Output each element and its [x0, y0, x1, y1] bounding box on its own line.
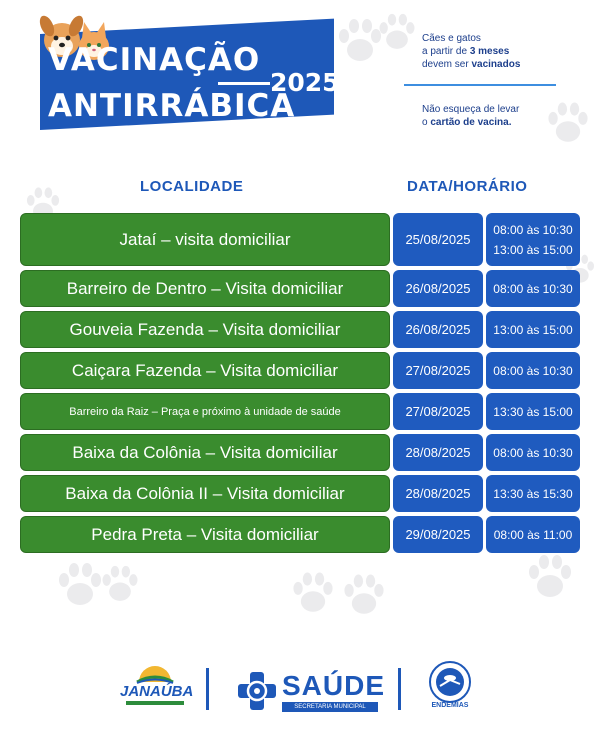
notice-text: a partir de — [422, 46, 470, 57]
location-cell: Barreiro de Dentro – Visita domiciliar — [20, 270, 390, 307]
table-row — [20, 393, 580, 430]
hero-header — [0, 0, 600, 150]
time-cell: 08:00 às 10:30 — [486, 270, 580, 307]
footer-separator — [398, 668, 401, 710]
mosquito-badge-icon — [428, 660, 472, 704]
time-slot: 13:00 às 15:00 — [493, 242, 573, 257]
age-notice — [422, 32, 572, 71]
janauba-wordmark: JANAÚBA — [120, 683, 194, 700]
notice-divider — [404, 84, 556, 86]
notice-bold: 3 meses — [469, 46, 510, 57]
date-cell: 27/08/2025 — [393, 393, 483, 430]
time-cell: 13:30 às 15:30 — [486, 475, 580, 512]
endemias-wordmark: ENDEMIAS — [431, 702, 469, 709]
location-cell: Caiçara Fazenda – Visita domiciliar — [20, 352, 390, 389]
year-underline — [218, 82, 270, 85]
date-cell: 26/08/2025 — [393, 270, 483, 307]
endemias-logo — [420, 660, 480, 720]
time-cell: 08:00 às 10:30 — [486, 352, 580, 389]
title-line-2: ANTIRRÁBICA — [48, 88, 296, 124]
column-header-datetime: DATA/HORÁRIO — [407, 178, 528, 195]
date-cell: 25/08/2025 — [393, 213, 483, 266]
column-header-location: LOCALIDADE — [140, 178, 244, 195]
table-row — [20, 475, 580, 512]
janauba-stripe — [126, 701, 184, 705]
saude-wordmark: SAÚDE — [282, 670, 386, 701]
table-row — [20, 213, 580, 266]
footer-separator — [206, 668, 209, 710]
location-cell: Jataí – visita domiciliar — [20, 213, 390, 266]
year-label: 2025 — [270, 68, 340, 97]
table-row — [20, 516, 580, 553]
date-cell: 27/08/2025 — [393, 352, 483, 389]
janauba-logo — [120, 666, 194, 714]
paw-icon — [520, 548, 580, 608]
notice-text: o — [422, 117, 431, 128]
time-cell: 08:00 às 10:30 — [486, 434, 580, 471]
notice-line — [422, 116, 572, 129]
location-cell: Pedra Preta – Visita domiciliar — [20, 516, 390, 553]
time-cell: 13:30 às 15:00 — [486, 393, 580, 430]
saude-subtitle: SECRETARIA MUNICIPAL — [282, 702, 378, 712]
notice-bold: vacinados — [471, 59, 521, 70]
notice-line — [422, 58, 572, 71]
table-row — [20, 311, 580, 348]
card-reminder — [422, 103, 572, 129]
date-cell: 29/08/2025 — [393, 516, 483, 553]
notice-line — [422, 45, 572, 58]
paw-icon — [285, 566, 341, 622]
paw-icon — [336, 568, 392, 624]
table-row — [20, 352, 580, 389]
notice-text: devem ser — [422, 59, 472, 70]
table-row — [20, 434, 580, 471]
time-cell — [486, 213, 580, 266]
stethoscope-cross-icon — [236, 670, 280, 714]
time-slot: 08:00 às 10:30 — [493, 222, 573, 237]
sun-icon — [135, 666, 175, 684]
time-cell: 08:00 às 11:00 — [486, 516, 580, 553]
notice-line: Cães e gatos — [422, 33, 481, 44]
table-row — [20, 270, 580, 307]
date-cell: 28/08/2025 — [393, 434, 483, 471]
saude-logo — [236, 670, 386, 714]
time-cell: 13:00 às 15:00 — [486, 311, 580, 348]
notice-line: Não esqueça de levar — [422, 104, 520, 115]
location-cell: Gouveia Fazenda – Visita domiciliar — [20, 311, 390, 348]
title-line-1: VACINAÇÃO — [48, 42, 261, 78]
location-cell: Baixa da Colônia II – Visita domiciliar — [20, 475, 390, 512]
date-cell: 28/08/2025 — [393, 475, 483, 512]
paw-icon — [95, 560, 145, 610]
footer-logos — [0, 660, 600, 720]
date-cell: 26/08/2025 — [393, 311, 483, 348]
notice-bold: cartão de vacina. — [430, 117, 512, 128]
location-cell: Barreiro da Raiz – Praça e próximo à unidade de saúde — [20, 393, 390, 430]
location-cell: Baixa da Colônia – Visita domiciliar — [20, 434, 390, 471]
